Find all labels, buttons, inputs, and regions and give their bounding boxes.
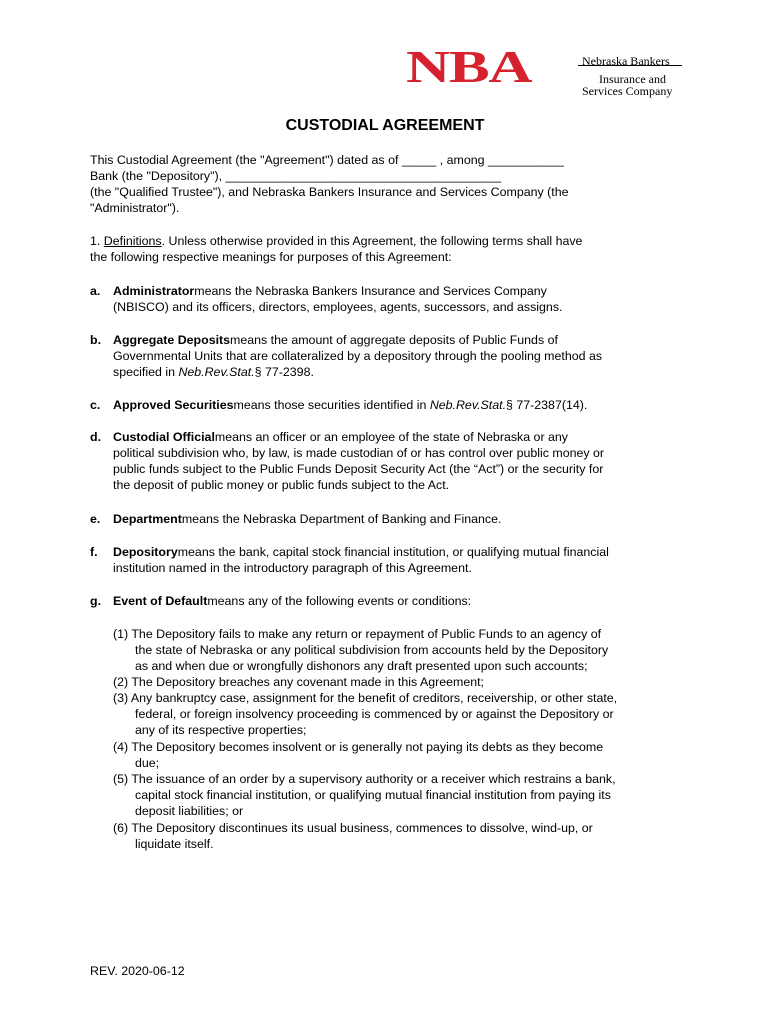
event-line: deposit liabilities; or — [135, 804, 244, 818]
definition-g-line-1 — [113, 593, 471, 610]
item-marker-a: a. — [90, 284, 101, 298]
definition-b-line-3 — [113, 364, 314, 381]
definition-g-text: means any of the following events or conditions: — [207, 594, 472, 608]
term-department: Department — [113, 512, 182, 526]
logo-text-line3: Services Company — [582, 84, 673, 98]
logo-divider — [578, 65, 682, 66]
logo-text-line1: Nebraska Bankers — [582, 54, 670, 68]
section-heading-definitions: Definitions — [103, 234, 162, 248]
revision-footer: REV. 2020-06-12 — [90, 964, 185, 978]
item-marker-d: d. — [90, 430, 102, 444]
event-line: (2) The Depository breaches any covenant made in this Agreement; — [113, 675, 485, 689]
definition-f-line-2: institution named in the introductory paragraph of this Agreement. — [113, 561, 472, 575]
section-number: 1. — [90, 234, 104, 248]
intro-line-3: (the "Qualified Trustee"), and Nebraska Bankers Insurance and Services Company (the — [90, 185, 569, 199]
event-line: (5) The issuance of an order by a supervisory authority or a receiver which restrains a bank, — [113, 772, 616, 786]
event-line: federal, or foreign insolvency proceeding is commenced by or against the Depository or — [135, 707, 614, 721]
event-line: as and when due or wrongfully dishonors any draft presented upon such accounts; — [135, 659, 588, 673]
event-line: (3) Any bankruptcy case, assignment for the benefit of creditors, receivership, or other state, — [113, 691, 618, 705]
citation-statute: Neb.Rev.Stat. — [429, 398, 507, 412]
definition-f-line-1 — [113, 544, 609, 561]
item-marker-e: e. — [90, 512, 101, 526]
definition-e-line-1 — [113, 511, 501, 528]
item-marker-f: f. — [90, 545, 98, 559]
definition-c-line-1 — [113, 397, 587, 414]
citation-section: § 77-2387(14). — [506, 398, 588, 412]
definition-e-text: means the Nebraska Department of Banking and Finance. — [181, 512, 502, 526]
definition-b-line-1 — [113, 332, 558, 349]
term-custodial-official: Custodial Official — [113, 430, 215, 444]
definition-d-line-3: public funds subject to the Public Funds Deposit Security Act (the “Act”) or the security for — [113, 462, 604, 476]
nba-logo — [400, 41, 690, 102]
term-approved-securities: Approved Securities — [113, 398, 234, 412]
item-marker-b: b. — [90, 333, 102, 347]
definition-d-line-2: political subdivision who, by law, is made custodian of or has control over public money or — [113, 446, 605, 460]
section-1-line-2: the following respective meanings for purposes of this Agreement: — [90, 250, 452, 264]
event-line: liquidate itself. — [135, 837, 214, 851]
definition-b-text: means the amount of aggregate deposits of Public Funds of — [230, 333, 558, 347]
item-marker-c: c. — [90, 398, 101, 412]
section-1-text: . Unless otherwise provided in this Agreement, the following terms shall have — [161, 234, 583, 248]
definition-a-text: means the Nebraska Bankers Insurance and Services Company — [194, 284, 547, 298]
term-depository: Depository — [113, 545, 178, 559]
definition-f-text: means the bank, capital stock financial institution, or qualifying mutual financial — [177, 545, 609, 559]
definition-d-line-4: the deposit of public money or public funds subject to the Act. — [113, 478, 450, 492]
term-aggregate-deposits: Aggregate Deposits — [113, 333, 231, 347]
citation-statute: Neb.Rev.Stat. — [178, 365, 255, 379]
intro-line-1: This Custodial Agreement (the "Agreement") dated as of _____ , among ___________ — [90, 153, 564, 167]
logo-mark: NBA — [406, 41, 532, 92]
event-line: due; — [135, 756, 160, 770]
intro-line-2: Bank (the "Depository"), ________________________________________ — [90, 169, 502, 183]
definition-d-text: means an officer or an employee of the state of Nebraska or any — [214, 430, 568, 444]
event-line: (6) The Depository discontinues its usual business, commences to dissolve, wind-up, or — [113, 821, 593, 835]
citation-prefix: specified in — [113, 365, 179, 379]
event-line: capital stock financial institution, or qualifying mutual financial institution from paying its — [135, 788, 611, 802]
logo-text-line2: Insurance and — [599, 72, 666, 86]
document-title: CUSTODIAL AGREEMENT — [285, 117, 485, 134]
event-line: (1) The Depository fails to make any return or repayment of Public Funds to an agency of — [113, 627, 602, 641]
event-line: the state of Nebraska or any political subdivision from accounts held by the Depository — [135, 643, 609, 657]
definition-d-line-1 — [113, 429, 568, 446]
event-line: any of its respective properties; — [135, 723, 307, 737]
term-administrator: Administrator — [113, 284, 195, 298]
citation-section: § 77-2398. — [254, 365, 314, 379]
definition-a-line-1 — [113, 283, 547, 300]
definition-b-line-2: Governmental Units that are collateralized by a depository through the pooling method as — [113, 349, 603, 363]
item-marker-g: g. — [90, 594, 102, 608]
event-line: (4) The Depository becomes insolvent or is generally not paying its debts as they become — [113, 740, 604, 754]
definition-a-line-2: (NBISCO) and its officers, directors, employees, agents, successors, and assigns. — [113, 300, 563, 314]
definition-c-text: means those securities identified in — [233, 398, 430, 412]
term-event-of-default: Event of Default — [113, 594, 208, 608]
section-1-line-1 — [90, 233, 582, 250]
intro-line-4: "Administrator"). — [90, 201, 180, 215]
